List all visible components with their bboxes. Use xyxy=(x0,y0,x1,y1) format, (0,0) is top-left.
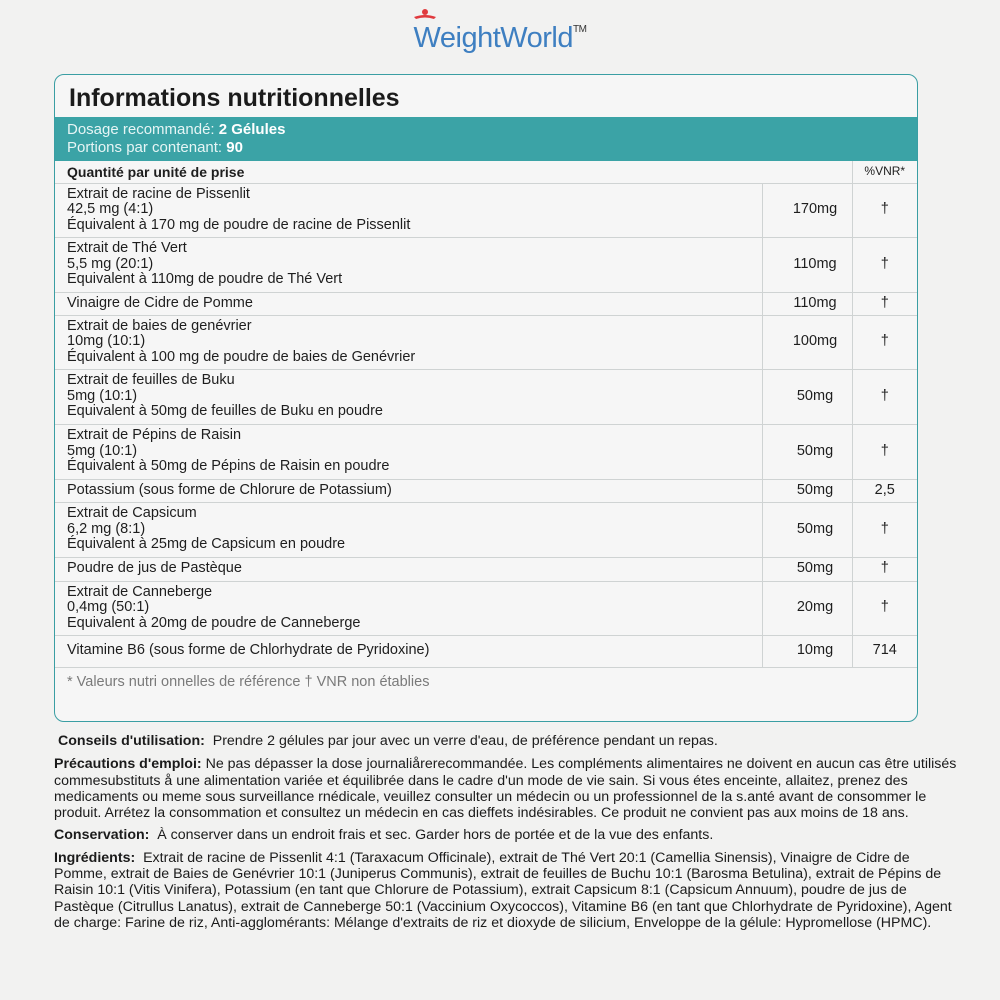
header-vnr: %VNR* xyxy=(852,161,917,183)
ingredient-cell xyxy=(55,237,762,292)
ingredient-line: Vinaigre de Cidre de Pomme xyxy=(67,294,253,311)
vnr-cell: 2,5 xyxy=(852,479,917,502)
ingredient-line: Potassium (sous forme de Chlorure de Potassium) xyxy=(67,481,392,498)
ingredient-line: Équivalent à 100 mg de poudre de baies de Genévrier xyxy=(67,348,416,365)
ingredient-line: 42,5 mg (4:1) xyxy=(67,201,154,218)
amount-cell: 100mg xyxy=(762,315,852,369)
amount-cell: 50mg xyxy=(762,424,852,479)
ingredient-line: 0,4mg (50:1) xyxy=(67,599,150,616)
ingredient-line: Equivalent à 50mg de feuilles de Buku en poudre xyxy=(67,403,383,420)
ingredient-line: Equivalent à 20mg de poudre de Canneberge xyxy=(67,614,361,631)
vnr-cell: † xyxy=(852,557,917,581)
table-row xyxy=(55,635,917,667)
nutrition-panel xyxy=(54,74,918,722)
table-header-row xyxy=(55,161,917,183)
ingredient-cell xyxy=(55,502,762,557)
precautions-paragraph xyxy=(54,756,964,821)
ingredients-label: Ingrédients: xyxy=(54,849,136,866)
ingredient-cell xyxy=(55,557,762,581)
vnr-cell: † xyxy=(852,369,917,424)
ingredient-cell xyxy=(55,292,762,315)
ingredient-line: Equivalent à 110mg de poudre de Thé Vert xyxy=(67,271,343,288)
vnr-cell: † xyxy=(852,315,917,369)
ingredient-line: 5mg (10:1) xyxy=(67,387,138,404)
ingredient-line: Vitamine B6 (sous forme de Chlorhydrate de Pyridoxine) xyxy=(67,642,430,659)
conseils-paragraph xyxy=(54,733,964,749)
amount-cell: 50mg xyxy=(762,479,852,502)
ingredient-line: Extrait de Pépins de Raisin xyxy=(67,427,242,444)
ingredient-line: Extrait de Capsicum xyxy=(67,505,197,522)
dosage-line xyxy=(67,121,917,139)
ingredient-line: 5mg (10:1) xyxy=(67,442,138,459)
amount-cell: 110mg xyxy=(762,237,852,292)
amount-cell: 10mg xyxy=(762,635,852,667)
vnr-cell: † xyxy=(852,502,917,557)
ingredient-line: Équivalent à 50mg de Pépins de Raisin en poudre xyxy=(67,458,390,475)
precautions-label: Précautions d'emploi: xyxy=(54,756,202,773)
panel-title: Informations nutritionnelles xyxy=(69,84,400,112)
product-info xyxy=(54,733,964,937)
vnr-cell: † xyxy=(852,581,917,635)
ingredient-line: 5,5 mg (20:1) xyxy=(67,255,154,272)
table-row xyxy=(55,237,917,292)
ingredient-cell xyxy=(55,369,762,424)
logo-trademark: TM xyxy=(573,24,587,35)
vnr-cell: 714 xyxy=(852,635,917,667)
portions-label: Portions par contenant: xyxy=(67,139,227,156)
conservation-text: À conserver dans un endroit frais et sec. Garder hors de portée et de la vue des enfants. xyxy=(149,827,714,844)
logo-text-world: World xyxy=(500,22,573,54)
conseils-label: Conseils d'utilisation: xyxy=(58,733,205,749)
header-quantity: Quantité par unité de prise xyxy=(55,161,852,183)
table-row xyxy=(55,502,917,557)
ingredient-line: 10mg (10:1) xyxy=(67,333,146,350)
ingredient-line: Équivalent à 170 mg de poudre de racine de Pissenlit xyxy=(67,216,411,233)
nutrition-table xyxy=(55,161,917,668)
table-row xyxy=(55,183,917,237)
ingredient-line: Extrait de feuilles de Buku xyxy=(67,372,235,389)
amount-cell: 50mg xyxy=(762,369,852,424)
table-footnote: * Valeurs nutri onnelles de référence † VNR non établies xyxy=(67,673,430,690)
ingredients-paragraph xyxy=(54,850,964,931)
vnr-cell: † xyxy=(852,183,917,237)
vnr-cell: † xyxy=(852,292,917,315)
ingredient-cell xyxy=(55,635,762,667)
conservation-paragraph xyxy=(54,827,964,843)
conservation-label: Conservation: xyxy=(54,827,150,844)
amount-cell: 20mg xyxy=(762,581,852,635)
vnr-cell: † xyxy=(852,424,917,479)
amount-cell: 50mg xyxy=(762,502,852,557)
table-row xyxy=(55,369,917,424)
ingredient-cell xyxy=(55,424,762,479)
portions-line xyxy=(67,139,917,157)
precautions-text: Ne pas dépasser la dose journaliårerecommandée. Les compléments alimentaires ne doivent en aucun cas être utilisés commesubstituts å une alimentation variée et équilibrée dans le cadre d'un mode de vie sain. Si vous étes enceinte, allaitez, prenez des medicaments ou meme sous surveillance rnédicale, veuillez consulter un médecin ou un professionnel de la s.anté avant de consommer le produit. Arrétez la consommation et consultez un médecin en cas dieffets indésirables. Ce produit ne convient pas aux moins de 18 ans. xyxy=(54,756,957,822)
conseils-text: Prendre 2 gélules par jour avec un verre d'eau, de préférence pendant un repas. xyxy=(204,733,718,749)
amount-cell: 110mg xyxy=(762,292,852,315)
logo-text-weight: Weight xyxy=(413,22,501,54)
ingredient-cell xyxy=(55,581,762,635)
ingredient-line: 6,2 mg (8:1) xyxy=(67,520,146,537)
dosage-value: 2 Gélules xyxy=(218,121,286,138)
amount-cell: 50mg xyxy=(762,557,852,581)
brand-logo xyxy=(0,22,1000,55)
portions-value: 90 xyxy=(226,139,243,156)
table-row xyxy=(55,315,917,369)
ingredient-line: Poudre de jus de Pastèque xyxy=(67,560,242,577)
ingredient-cell xyxy=(55,183,762,237)
ingredient-line: Extrait de baies de genévrier xyxy=(67,317,252,334)
dosage-label: Dosage recommandé: xyxy=(67,121,219,138)
table-row xyxy=(55,292,917,315)
vnr-cell: † xyxy=(852,237,917,292)
ingredient-line: Extrait de Thé Vert xyxy=(67,240,187,257)
table-row xyxy=(55,557,917,581)
table-row xyxy=(55,581,917,635)
ingredient-line: Extrait de Canneberge xyxy=(67,583,213,600)
ingredient-line: Équivalent à 25mg de Capsicum en poudre xyxy=(67,536,346,553)
ingredient-line: Extrait de racine de Pissenlit xyxy=(67,185,250,202)
dosage-banner xyxy=(55,117,917,161)
ingredient-cell xyxy=(55,315,762,369)
amount-cell: 170mg xyxy=(762,183,852,237)
table-row xyxy=(55,424,917,479)
table-row xyxy=(55,479,917,502)
ingredients-text: Extrait de racine de Pissenlit 4:1 (Taraxacum Officinale), extrait de Thé Vert 20:1 (Camellia Sinensis), Vinaigre de Cidre de Pomme, extrait de Baies de Genévrier 10:1 (Juniperus Communis), extrait de feuilles de Buchu 10:1 (Barosma Betulina), extrait de Pépins de Raisin 10:1 (Vitis Vinifera), Potassium (en tant que Chlorure de Potassium), extrait Capsicum 8:1 (Capsicum Annuum), poudre de jus de Pastèque (Citrullus Lanatus), extrait de Canneberge 50:1 (Vaccinium Oxycoccos), Vitamine B6 (en tant que Chlorhydrate de Pyridoxine), Agent de charge: Farine de riz, Anti-agglomérants: Mélange d'extraits de riz et dioxyde de silicium, Enveloppe de la gélule: Hypromellose (HPMC). xyxy=(54,849,956,931)
ingredient-cell xyxy=(55,479,762,502)
